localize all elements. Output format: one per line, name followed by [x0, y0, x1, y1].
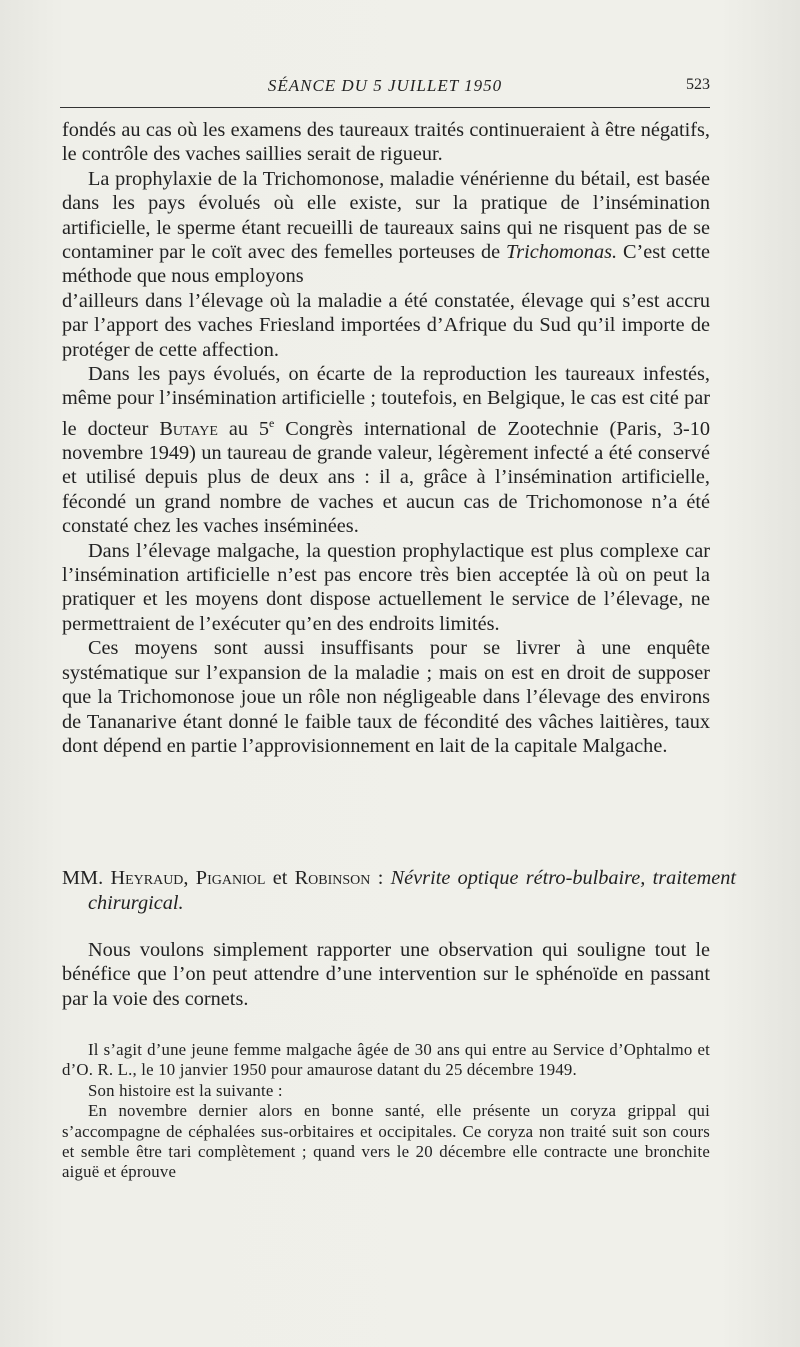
- paragraph-3-superscript: e: [269, 415, 275, 430]
- paragraph-2-genus: Trichomonas.: [506, 241, 618, 264]
- intro-text: [62, 938, 710, 1011]
- heading-colon: :: [370, 867, 391, 889]
- main-text: [62, 118, 710, 758]
- author-robinson: Robinson: [294, 867, 371, 889]
- case-paragraph-3: En novembre dernier alors en bonne santé, elle présente un coryza grippal qui s’accompagne de céphalées sus-orbitaires et occipitales. Ce coryza non traité suit son cours et semble être tari complètement ; quand vers le 20 décembre elle contracte une bronchite aiguë et éprouve: [62, 1101, 710, 1182]
- case-report: [62, 1040, 710, 1183]
- paragraph-2-text: La prophylaxie de la Trichomonose, maladie vénérienne du bétail, est basée dans les pays évolués où elle existe, sur la pratique de l’insémination artificielle, le sperme étant recueilli de taureaux sains qui ne risquent pas de se contaminer par le coït avec des femelles porteuses de: [62, 167, 710, 264]
- paragraph-4: Dans l’élevage malgache, la question prophylactique est plus complexe car l’insémination artificielle n’est pas encore très bien acceptée là où on peut la pratiquer et les moyens dont dispose actuellement le service de l’élevage, ne permettraient de l’exécuter qu’en des endroits limités.: [62, 539, 710, 635]
- author-heyraud: Heyraud: [110, 867, 184, 889]
- paragraph-3-name: Butaye: [159, 417, 218, 440]
- paragraph-3: [62, 362, 710, 539]
- header-rule: [60, 107, 710, 108]
- paragraph-3-end: Congrès international de Zootechnie (Paris, 3-10 novembre 1949) un taureau de grande valeur, légèrement infecté a été conservé et utilisé depuis plus de deux ans : il a, grâce à l’insémination artificielle, fécondé un grand nombre de vaches et aucun cas de Trichomonose n’a été constaté chez les vaches inséminées.: [62, 417, 710, 538]
- author-piganiol: Piganiol: [195, 867, 266, 889]
- paragraph-5: Ces moyens sont aussi insuffisants pour se livrer à une enquête systématique sur l’expansion de la maladie ; mais on est en droit de supposer que la Trichomonose joue un rôle non négligeable dans l’élevage des environs de Tananarive étant donné le faible taux de fécondité des vâches laitières, taux dont dépend en partie l’approvisionnement en lait de la capitale Malgache.: [62, 637, 710, 757]
- author-separator-1: ,: [183, 867, 196, 889]
- paragraph-3-middle: au 5: [217, 417, 270, 440]
- article-title: Névrite optique rétro-bulbaire, traitement chirurgical.: [88, 867, 737, 914]
- paragraph-2: [62, 167, 710, 289]
- paragraph-3-text: Dans les pays évolués, on écarte de la reproduction les taureaux infestés, même pour l’insémination artificielle ; toutefois, en Belgique, le cas est cité par le docteur: [62, 363, 710, 440]
- authors-prefix: MM.: [62, 867, 111, 889]
- paragraph-2-continued: d’ailleurs dans l’élevage où la maladie a été constatée, élevage qui s’est accru par l’apport des vaches Friesland importées d’Afrique du Sud qu’il importe de protéger de cette affection.: [62, 289, 710, 361]
- paragraph-2-text-end: C’est cette méthode que nous employons: [62, 241, 710, 288]
- case-paragraph-1: Il s’agit d’une jeune femme malgache âgée de 30 ans qui entre au Service d’Ophtalmo et d’O. R. L., le 10 janvier 1950 pour amaurose datant du 25 décembre 1949.: [62, 1040, 710, 1080]
- case-paragraph-2: Son histoire est la suivante :: [88, 1080, 283, 1100]
- author-separator-2: et: [265, 867, 295, 889]
- section-heading: [62, 866, 736, 915]
- running-head: SÉANCE DU 5 JUILLET 1950: [267, 76, 503, 95]
- page-header: [60, 72, 710, 102]
- paragraph-1: fondés au cas où les examens des taureaux traités continueraient à être négatifs, le contrôle des vaches saillies serait de rigueur.: [62, 119, 710, 166]
- page-number: 523: [686, 76, 710, 93]
- intro-paragraph: Nous voulons simplement rapporter une observation qui souligne tout le bénéfice que l’on peut attendre d’une intervention sur le sphénoïde en passant par la voie des cornets.: [62, 939, 710, 1010]
